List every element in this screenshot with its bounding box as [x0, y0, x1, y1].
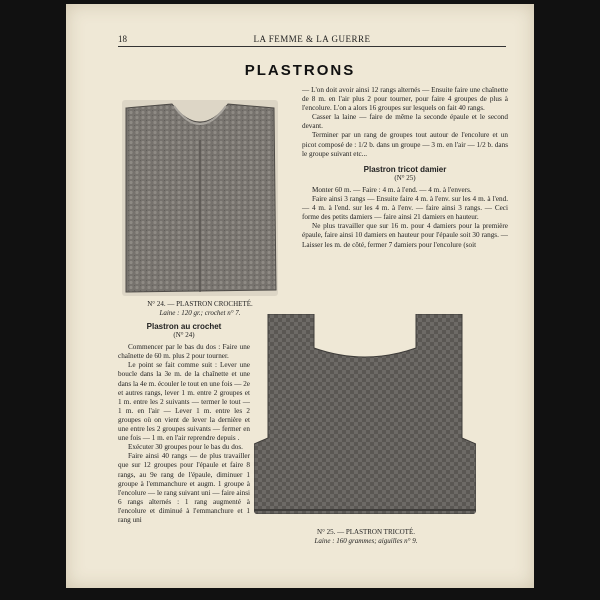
paragraph: Faire ainsi 3 rangs — Ensuite faire 4 m. à l'env. sur les 4 m. à l'end. — 4 m. à l'end. sur les 4 m. à l'env. — faire ainsi 3 rangs. — Ceci forme des petits damiers — faire ainsi 21 damiers en hauteur. — [302, 195, 508, 222]
paragraph: Le point se fait comme suit : Lever une boucle dans la 3e m. de la chaînette et une dans la 4e m. écouler le tout en une fois — 2e et autres rangs, lever 1 m. entre 2 groupes et 1 m. entre les 2 suivants — termer le tout — 1 m. en l'air — Lever 1 m. entre les 2 groupes où on vient de lever la dernière et une entre les 2 groupes suivants — fermer en une fois — 1 m. en l'air reprendre depuis . — [118, 361, 250, 443]
paragraph: Commencer par le bas du dos : Faire une chaînette de 60 m. plus 2 pour tourner. — [118, 343, 250, 361]
knitted-vest-photo — [254, 314, 476, 514]
paragraph: — L'on doit avoir ainsi 12 rangs alternés — Ensuite faire une chaînette de 8 m. en l'air plus 2 pour tourner, pour faire 4 groupes de plus à l'encolure. L'on a alors 16 groupes sur lesquels on fait 40 rangs. — [302, 86, 508, 113]
figure1-caption: N° 24. — PLASTRON CROCHETÉ. — [147, 300, 253, 308]
page-number: 18 — [118, 34, 127, 44]
figure2-caption: N° 25. — PLASTRON TRICOTÉ. — [317, 528, 415, 536]
figure1-materials: Laine : 120 gr.; crochet n° 7. — [159, 309, 241, 317]
left-column — [118, 322, 250, 525]
paragraph: Casser la laine — faire de même la seconde épaule et le second devant. — [302, 113, 508, 131]
paragraph: Monter 60 m. — Faire : 4 m. à l'end. — 4 m. à l'envers. — [312, 185, 472, 194]
figure2-materials: Laine : 160 grammes; aiguilles n° 9. — [314, 537, 418, 545]
section-ref-damier: (N° 25) — [394, 173, 416, 182]
page-title: PLASTRONS — [244, 62, 356, 79]
magazine-page — [66, 4, 534, 588]
section-title-crochet: Plastron au crochet — [146, 322, 222, 331]
section-ref-crochet: (N° 24) — [173, 331, 195, 340]
paragraph: Ne plus travailler que sur 16 m. pour 4 damiers pour la première épaule, faire ainsi 10 damiers en hauteur pour l'épaule soit 30 rangs. — Laisser les m. de côté, fermer 7 damiers pour l'encolure (soit — [302, 222, 508, 249]
running-header — [118, 30, 506, 47]
section-title-damier: Plastron tricot damier — [363, 164, 447, 174]
paragraph: Faire ainsi 40 rangs — de plus travailler que sur 12 groupes pour l'épaule et faire 8 rangs, au 9e rang de l'épaule, diminuer 1 groupe à l'emmanchure et augm. 1 groupe à l'encolure — le rang suivant uni — faire ainsi 6 rangs alternés : 1 rang augmenté à l'encolure et diminué à l'emmanchure et 1 rang uni — [118, 452, 250, 524]
paragraph: Exécuter 30 groupes pour le bas du dos. — [128, 443, 243, 452]
paragraph: Terminer par un rang de groupes tout autour de l'encolure et un picot composé de : 1/2 b. dans un groupe — 3 m. en l'air — 1/2 b. dans le groupe suivant etc... — [302, 131, 508, 158]
crocheted-vest-photo — [122, 100, 278, 296]
running-title: LA FEMME & LA GUERRE — [253, 34, 371, 44]
right-column — [302, 86, 508, 250]
